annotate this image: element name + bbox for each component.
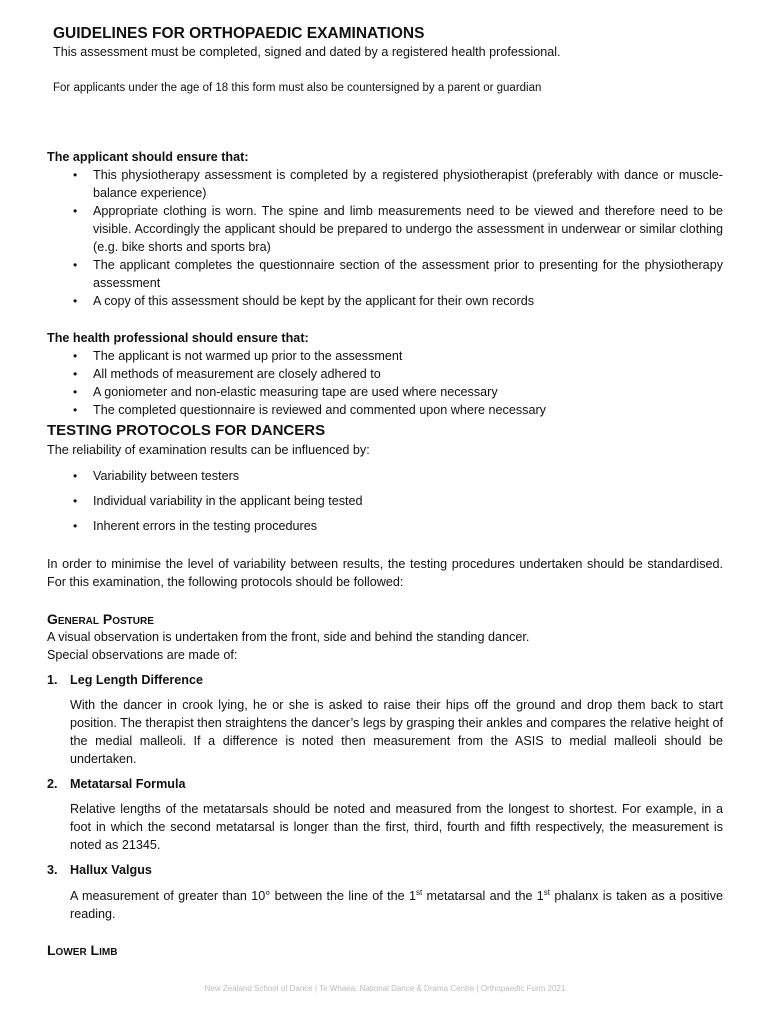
superscript: st <box>543 887 551 897</box>
hallux-heading <box>47 861 152 879</box>
item-title: Hallux Valgus <box>70 863 152 877</box>
item-number: 2. <box>47 777 58 791</box>
list-item: • All methods of measurement are closely adhered to <box>47 365 723 383</box>
list-item: • Appropriate clothing is worn. The spine and limb measurements need to be viewed and therefore need to be visible. Accordingly the applicant should be prepared to undergo the assessment in underwear or similar clothing (e.g. bike shorts and sports bra) <box>47 202 723 256</box>
general-posture-heading: General Posture <box>47 611 154 627</box>
applicant-heading: The applicant should ensure that: <box>47 150 249 164</box>
hallux-text-c: phalanx is taken as a positive reading. <box>70 889 723 921</box>
health-professional-list <box>47 347 723 419</box>
general-posture-line1: A visual observation is undertaken from the front, side and behind the standing dancer. <box>47 630 530 644</box>
list-item: • The applicant completes the questionnaire section of the assessment prior to presenting for the physiotherapy assessment <box>47 256 723 292</box>
leg-length-heading <box>47 671 203 689</box>
list-item: • Variability between testers <box>47 467 723 485</box>
intro-minor-note: For applicants under the age of 18 this form must also be countersigned by a parent or guardian <box>53 82 542 94</box>
general-posture-line2: Special observations are made of: <box>47 648 238 662</box>
testing-summary: In order to minimise the level of variability between results, the testing procedures undertaken should be standardised. For this examination, the following protocols should be followed: <box>47 557 723 589</box>
superscript: st <box>415 887 423 897</box>
list-item: • Inherent errors in the testing procedures <box>47 517 723 535</box>
list-item: • Individual variability in the applicant being tested <box>47 492 723 510</box>
hallux-text <box>70 887 723 923</box>
metatarsal-text: Relative lengths of the metatarsals should be noted and measured from the longest to shortest. For example, in a foot in which the second metatarsal is longer than the first, third, fourth and fifth respectively, the measurement is noted as 21345. <box>70 802 723 852</box>
lower-limb-heading: Lower Limb <box>47 942 118 958</box>
item-title: Metatarsal Formula <box>70 777 186 791</box>
leg-length-text: With the dancer in crook lying, he or she is asked to raise their hips off the ground and drop them back to start position. The therapist then straightens the dancer’s legs by grasping their ankles and compares the relative height of the medial malleoli. If a difference is noted then measurement from the ASIS to medial malleoli should be undertaken. <box>70 698 723 766</box>
list-item: • A copy of this assessment should be kept by the applicant for their own records <box>47 292 723 310</box>
hallux-text-b: metatarsal and the 1 <box>422 889 544 903</box>
list-item: • The completed questionnaire is reviewed and commented upon where necessary <box>47 401 723 419</box>
list-item: • This physiotherapy assessment is completed by a registered physiotherapist (preferably with dance or muscle-balance experience) <box>47 166 723 202</box>
health-professional-heading: The health professional should ensure that: <box>47 331 309 345</box>
testing-heading: TESTING PROTOCOLS FOR DANCERS <box>47 422 326 439</box>
item-number: 3. <box>47 863 58 877</box>
item-title: Leg Length Difference <box>70 673 203 687</box>
list-item: • The applicant is not warmed up prior to the assessment <box>47 347 723 365</box>
metatarsal-heading <box>47 775 185 793</box>
page-footer: New Zealand School of Dance | Te Whaea: National Dance & Drama Centre | Orthopaedic Form 2021 <box>204 984 566 993</box>
document-title: GUIDELINES FOR ORTHOPAEDIC EXAMINATIONS <box>53 25 425 42</box>
applicant-list <box>47 166 723 310</box>
testing-intro: The reliability of examination results can be influenced by: <box>47 443 370 457</box>
item-number: 1. <box>47 673 58 687</box>
testing-list <box>47 467 723 535</box>
intro-statement: This assessment must be completed, signed and dated by a registered health professional. <box>53 45 561 59</box>
hallux-text-a: A measurement of greater than 10° between the line of the 1 <box>70 889 416 903</box>
list-item: • A goniometer and non-elastic measuring tape are used where necessary <box>47 383 723 401</box>
